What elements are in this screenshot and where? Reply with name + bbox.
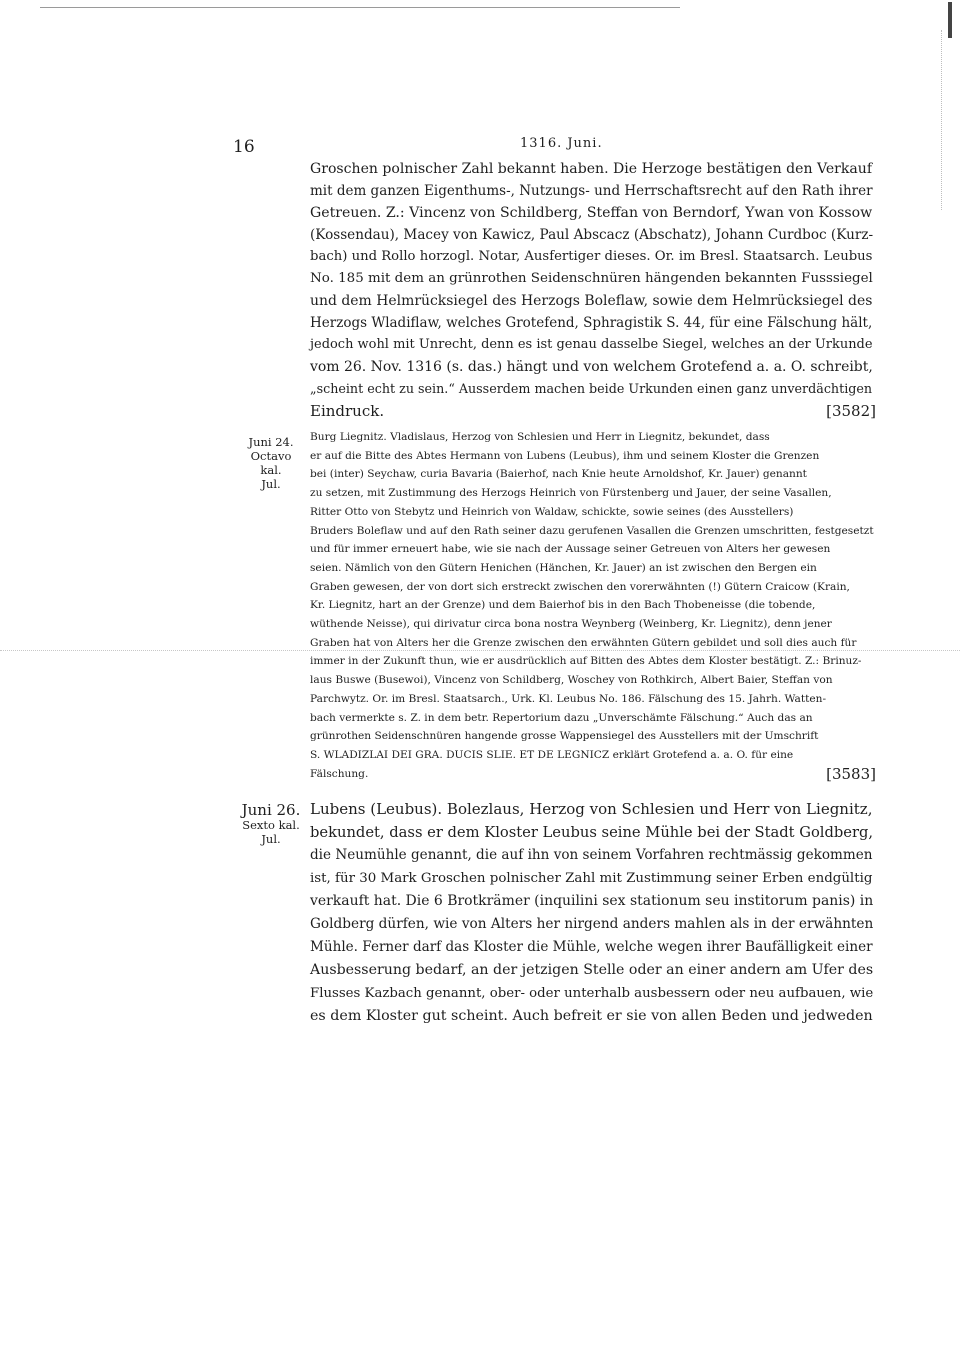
text-line: Graben gewesen, der von dort sich erstreckt zwischen den vorerwähnten (!) Gütern Craicow (Krain, xyxy=(310,580,850,593)
text-line: Lubens (Leubus). Bolezlaus, Herzog von Schlesien und Herr von Liegnitz, xyxy=(310,800,873,818)
scan-edge-mark xyxy=(948,2,952,38)
text-line: Kr. Liegnitz, hart an der Grenze) und dem Baierhof bis in den Bach Thobeneisse (die tobende, xyxy=(310,599,816,612)
text-line: bach) und Rollo horzogl. Notar, Ausfertiger dieses. Or. im Bresl. Staatsarch. Leubus xyxy=(310,249,873,264)
text-line: die Neumühle genannt, die auf ihn von seinem Vorfahren rechtmässig gekommen xyxy=(310,847,873,863)
text-line: immer in der Zukunft thun, wie er ausdrücklich auf Bitten des Abtes dem Kloster bestätigt. Z.: Brinuz- xyxy=(310,655,862,668)
margin-date-month: Jul. xyxy=(261,832,281,846)
text-line: bekundet, dass er dem Kloster Leubus seine Mühle bei der Stadt Goldberg, xyxy=(310,824,874,841)
document-number: [3582] xyxy=(826,402,876,420)
margin-date-roman: Octavo kal. xyxy=(250,449,292,477)
text-line: und dem Helmrücksiegel des Herzogs Boleflaw, sowie dem Helmrücksiegel des xyxy=(310,293,873,309)
text-line: Parchwytz. Or. im Bresl. Staatsarch., Urk. Kl. Leubus No. 186. Fälschung des 15. Jahrh. Watten- xyxy=(310,692,827,705)
text-line: Getreuen. Z.: Vincenz von Schildberg, Steffan von Berndorf, Ywan von Kossow xyxy=(310,205,873,221)
text-line: ist, für 30 Mark Groschen polnischer Zahl mit Zustimmung seiner Erben endgültig xyxy=(310,871,873,886)
text-line: „scheint echt zu sein.“ Ausserdem machen beide Urkunden einen ganz unverdächtigen xyxy=(310,381,873,396)
text-line: S. WLADIZLAI DEI GRA. DUCIS SLIE. ET DE LEGNICZ erklärt Grotefend a. a. O. für eine xyxy=(310,748,794,761)
text-line: es dem Kloster gut scheint. Auch befreit er sie von allen Beden und jedweden xyxy=(310,1008,873,1024)
text-line-end: Eindruck. xyxy=(310,402,385,420)
text-line: Graben hat von Alters her die Grenze zwischen den erwähnten Gütern gebildet und soll dies auch für xyxy=(310,636,857,649)
margin-date-day: Juni 26. xyxy=(241,801,301,819)
margin-date-day: Juni 24. xyxy=(248,435,294,449)
text-line: Flusses Kazbach genannt, ober- oder unterhalb ausbessern oder neu aufbauen, wie xyxy=(310,986,874,1001)
text-line: Mühle. Ferner darf das Kloster die Mühle, welche wegen ihrer Baufälligkeit einer xyxy=(310,939,873,955)
text-line: grünrothen Seidenschnüren hangende grosse Wappensiegel des Ausstellers mit der Umschrift xyxy=(310,730,819,743)
text-line: Bruders Boleflaw und auf den Rath seiner dazu gerufenen Vasallen die Grenzen umschritten, festgesetzt xyxy=(310,524,874,537)
text-line-last xyxy=(310,765,876,784)
entry-text xyxy=(310,798,876,1028)
text-line: er auf die Bitte des Abtes Hermann von Lubens (Leubus), ihm und seinem Kloster die Grenzen xyxy=(310,449,820,462)
text-line: Herzogs Wladiflaw, welches Grotefend, Sphragistik S. 44, für eine Fälschung hält, xyxy=(310,315,873,331)
text-line: (Kossendau), Macey von Kawicz, Paul Abscacz (Abschatz), Johann Curdboc (Kurz- xyxy=(310,227,874,243)
text-line: bei (inter) Seychaw, curia Bavaria (Baierhof, nach Knie heute Arnoldshof, Kr. Jauer) genannt xyxy=(310,468,807,481)
document-number: [3583] xyxy=(826,764,876,783)
continuation-text xyxy=(310,158,876,422)
text-line: jedoch wohl mit Unrecht, denn es ist genau dasselbe Siegel, welches an der Urkunde xyxy=(310,337,873,352)
running-head: 1316. Juni. xyxy=(520,136,603,151)
text-line: Burg Liegnitz. Vladislaus, Herzog von Schlesien und Herr in Liegnitz, bekundet, dass xyxy=(310,431,770,443)
page-number: 16 xyxy=(233,137,255,157)
text-line-last xyxy=(310,400,876,422)
text-line: seien. Nämlich von den Gütern Henichen (Hänchen, Kr. Jauer) an ist zwischen den Bergen ein xyxy=(310,561,817,574)
entry-text xyxy=(310,428,876,783)
margin-date-month: Jul. xyxy=(261,477,281,491)
margin-date xyxy=(240,435,302,491)
text-line: Groschen polnischer Zahl bekannt haben. Die Herzoge bestätigen den Verkauf xyxy=(310,161,873,177)
text-line: zu setzen, mit Zustimmung des Herzogs Heinrich von Fürstenberg und Jauer, der seine Vasallen, xyxy=(310,487,832,500)
text-line: Ausbesserung bedarf, an der jetzigen Stelle oder an einer andern am Ufer des xyxy=(310,962,874,978)
text-line: mit dem ganzen Eigenthums-, Nutzungs- und Herrschaftsrecht auf den Rath ihrer xyxy=(310,183,873,199)
text-line: verkauft hat. Die 6 Brotkrämer (inquilini sex stationum seu institorum panis) in xyxy=(310,893,874,909)
text-line: und für immer erneuert habe, wie sie nach der Aussage seiner Getreuen von Alters her gewesen xyxy=(310,543,831,556)
text-line: wüthende Neisse), qui dirivatur circa bona nostra Weynberg (Weinberg, Kr. Liegnitz), denn jener xyxy=(310,618,832,631)
scan-edge-dots xyxy=(941,30,942,210)
text-line: Ritter Otto von Stebytz und Heinrich von Waldaw, schickte, sowie seines (des Ausstellers) xyxy=(310,505,794,518)
text-line: vom 26. Nov. 1316 (s. das.) hängt und von welchem Grotefend a. a. O. schreibt, xyxy=(310,359,873,375)
text-line: No. 185 mit dem an grünrothen Seidenschnüren hängenden bekannten Fusssiegel xyxy=(310,271,873,286)
text-line: Goldberg dürfen, wie von Alters her nirgend anders mahlen als in der erwähnten xyxy=(310,916,874,932)
text-line-end: Fälschung. xyxy=(310,767,369,780)
text-line: laus Buswe (Busewoi), Vincenz von Schildberg, Woschey von Rothkirch, Albert Baier, Steffan von xyxy=(310,674,833,687)
text-line: bach vermerkte s. Z. in dem betr. Repertorium dazu „Unverschämte Fälschung.“ Auch das an xyxy=(310,711,813,724)
margin-date-roman: Sexto kal. xyxy=(242,818,300,832)
scan-edge-line xyxy=(40,7,680,8)
margin-date xyxy=(240,802,302,846)
